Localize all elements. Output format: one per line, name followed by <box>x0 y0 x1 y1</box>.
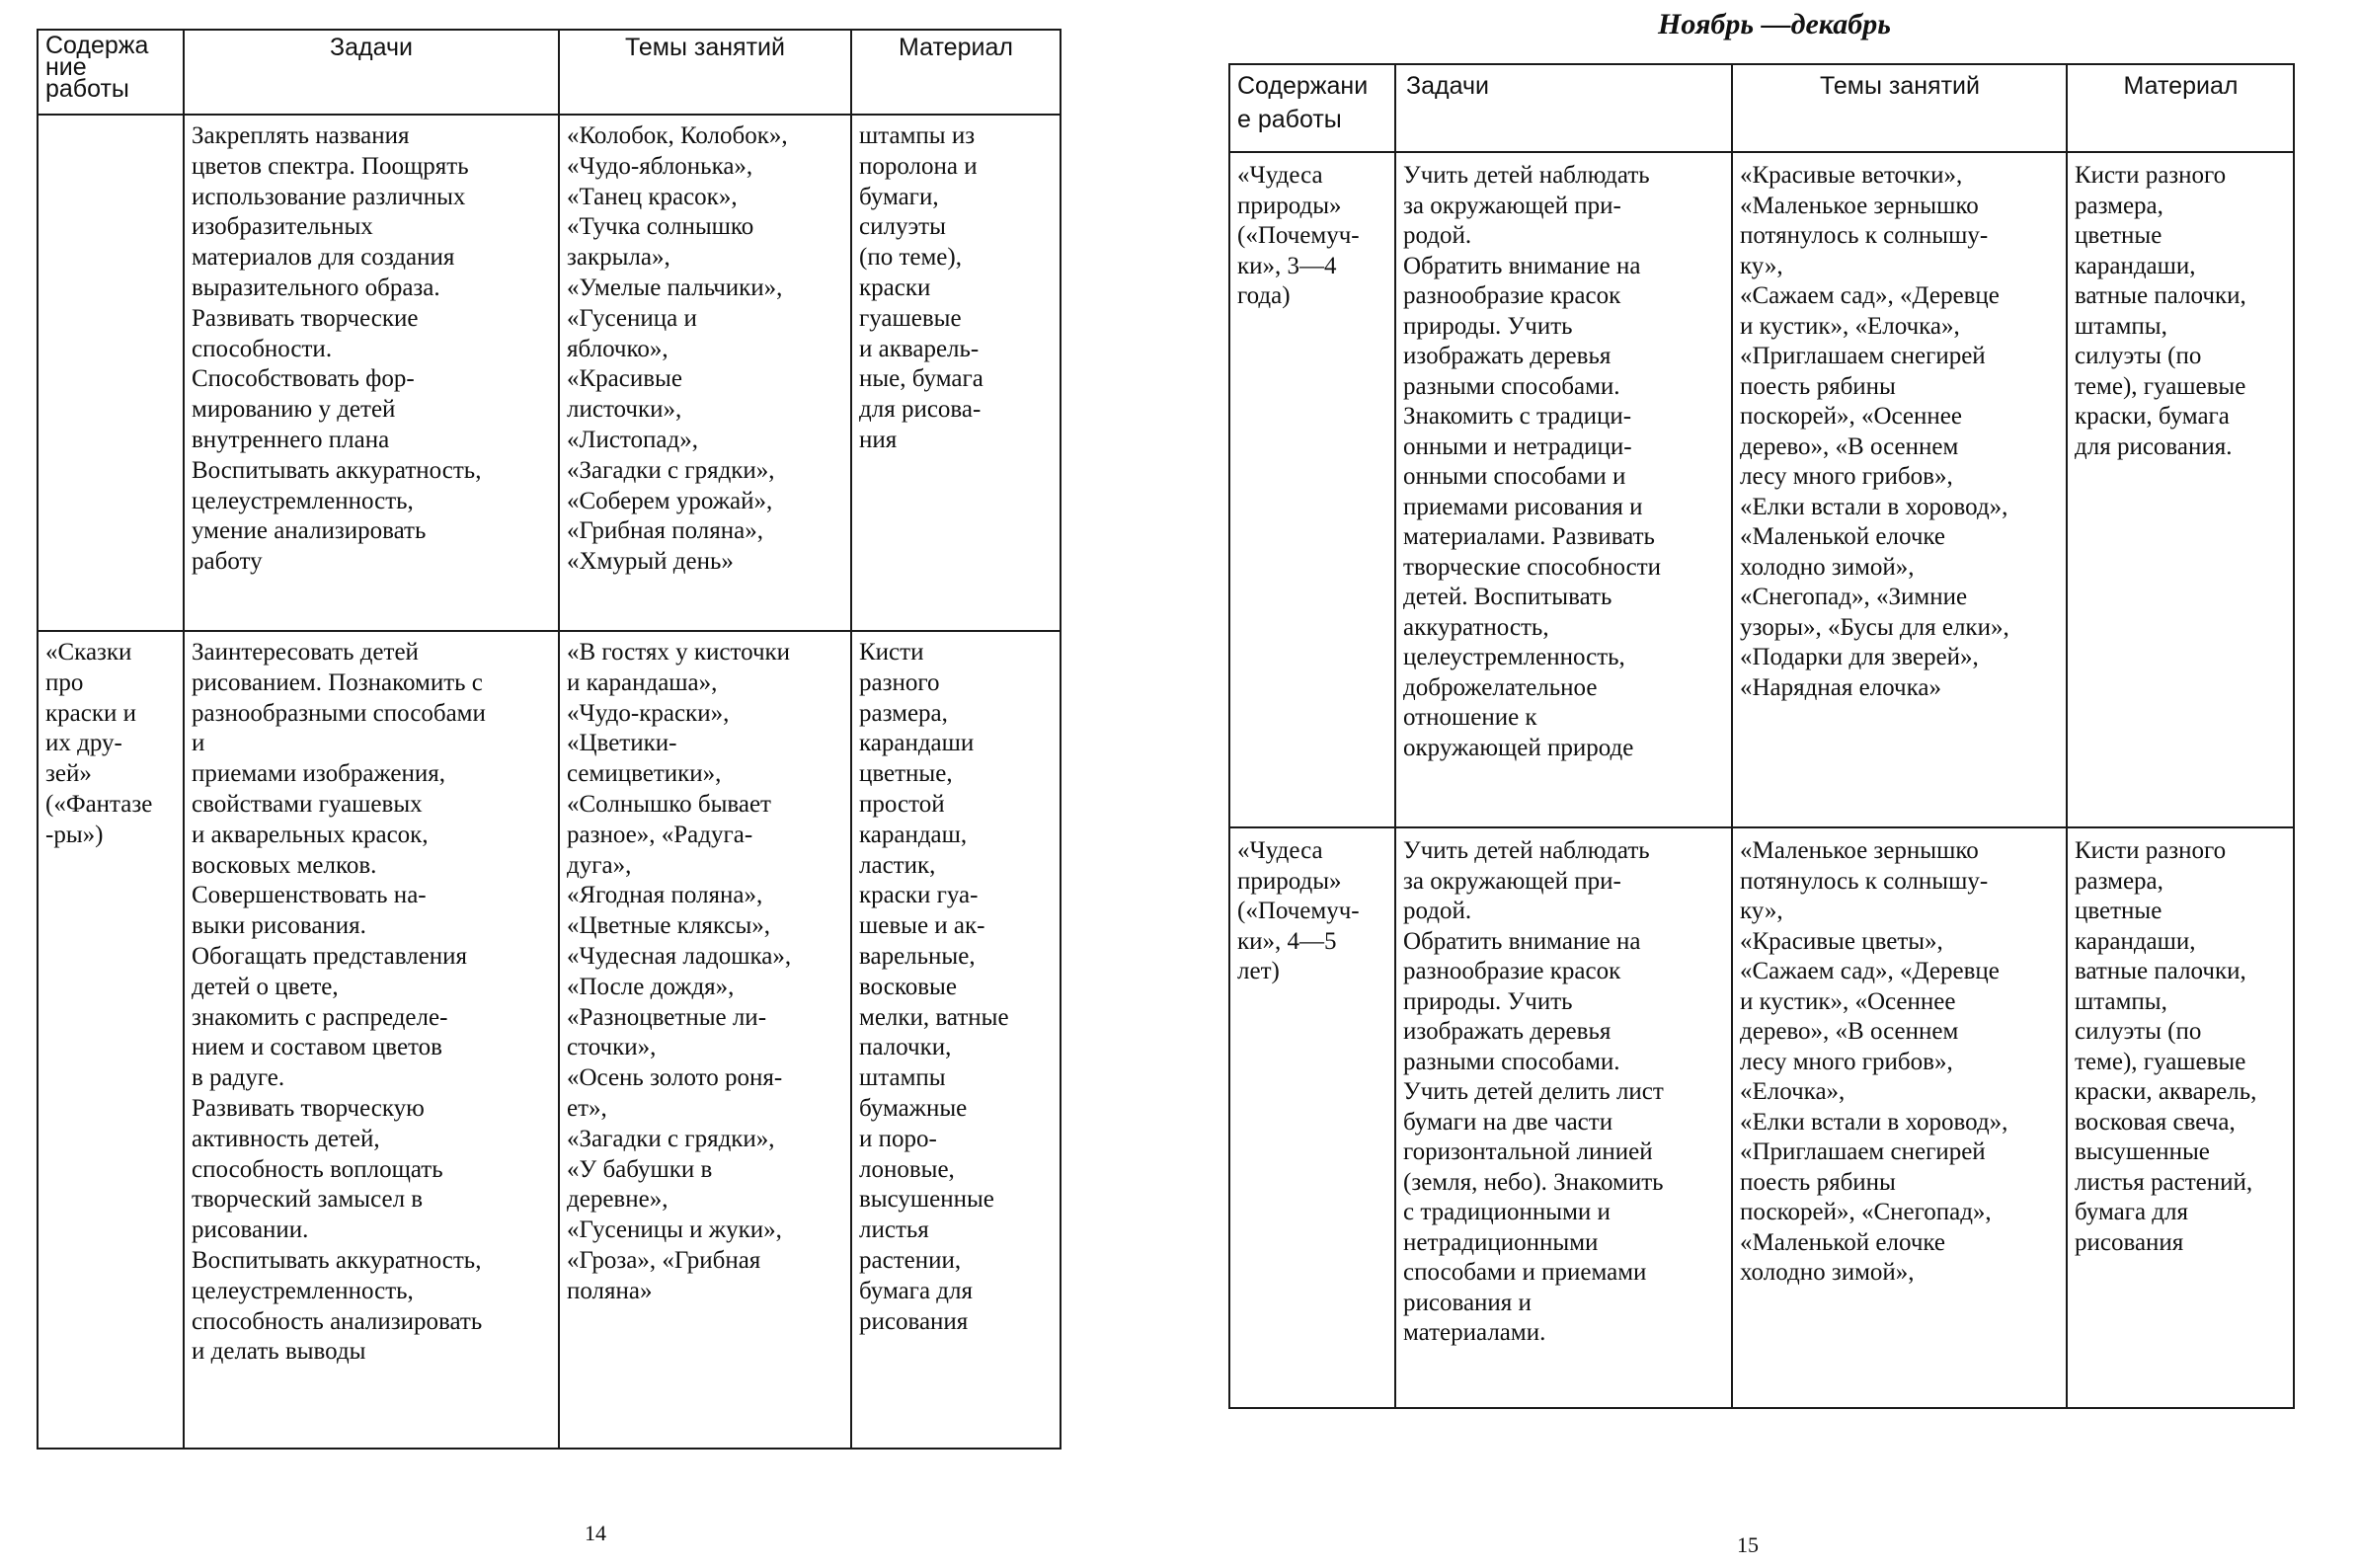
cell-material: Кисти разного размера, цветные карандаши, ватные палочки, штампы, силуэты (по теме), гуашевые краски, акварель, восковая свеча, высушенные листья растений, бумага для рисования <box>2067 827 2294 1408</box>
table-row <box>1229 827 2294 1408</box>
cell-material: Кисти разного размера, цветные карандаши, ватные палочки, штампы, силуэты (по теме), гуашевые краски, бумага для рисования. <box>2067 152 2294 827</box>
header-tasks: Задачи <box>184 30 559 115</box>
header-material: Материал <box>851 30 1061 115</box>
header-topics: Темы занятий <box>559 30 851 115</box>
cell-tasks: Заинтересовать детей рисованием. Познакомить с разнообразными способами и приемами изображения, свойствами гуашевых и акварельных красок, восковых мелков. Совершенствовать на- выки рисования. Обогащать представления детей о цвете, знакомить с распределе- нием и составом цветов в радуге. Развивать творческую активность детей, способность воплощать творческий замысел в рисовании. Воспитывать аккуратность, целеустремленность, способность анализировать и делать выводы <box>184 631 559 1449</box>
cell-content <box>38 115 184 631</box>
cell-tasks: Учить детей наблюдать за окружающей при- родой. Обратить внимание на разнообразие красок природы. Учить изображать деревья разными способами. Знакомить с традици- онными и нетрадици- онными способами и приемами рисования и материалами. Развивать творческие способности детей. Воспитывать аккуратность, целеустремленность, доброжелательное отношение к окружающей природе <box>1395 152 1732 827</box>
table-row <box>38 631 1061 1449</box>
left-lesson-table <box>37 29 1062 1450</box>
cell-content: «Чудеса природы» («Почемуч- ки», 3—4 года) <box>1229 152 1395 827</box>
table-row <box>1229 152 2294 827</box>
page-number: 15 <box>1737 1532 1759 1557</box>
cell-content: «Чудеса природы» («Почемуч- ки», 4—5 лет) <box>1229 827 1395 1408</box>
cell-material: Кисти разного размера, карандаши цветные, простой карандаш, ластик, краски гуа- шевые и ак- варельные, восковые мелки, ватные палочки, штампы бумажные и поро- лоновые, высушенные листья растении, бумага для рисования <box>851 631 1061 1449</box>
header-tasks: Задачи <box>1395 64 1732 152</box>
table-header-row <box>38 30 1061 115</box>
cell-topics: «Колобок, Колобок», «Чудо-яблонька», «Танец красок», «Тучка солнышко закрыла», «Умелые пальчики», «Гусеница и яблочко», «Красивые листочки», «Листопад», «Загадки с грядки», «Соберем урожай», «Грибная поляна», «Хмурый день» <box>559 115 851 631</box>
right-lesson-table <box>1228 63 2295 1409</box>
header-content: Содержа ние работы <box>38 30 184 115</box>
cell-topics: «В гостях у кисточки и карандаша», «Чудо-краски», «Цветики- семицветики», «Солнышко бывает разное», «Радуга- дуга», «Ягодная поляна», «Цветные кляксы», «Чудесная ладошка», «После дождя», «Разноцветные ли- сточки», «Осень золото роня- ет», «Загадки с грядки», «У бабушки в деревне», «Гусеницы и жуки», «Гроза», «Грибная поляна» <box>559 631 851 1449</box>
cell-content: «Сказки про краски и их дру- зей» («Фантазе -ры») <box>38 631 184 1449</box>
cell-material: штампы из поролона и бумаги, силуэты (по теме), краски гуашевые и акварель- ные, бумага для рисова- ния <box>851 115 1061 631</box>
header-content: Содержани е работы <box>1229 64 1395 152</box>
right-page <box>1179 0 2359 1568</box>
cell-tasks: Закреплять названия цветов спектра. Поощрять использование различных изобразительных материалов для создания выразительного образа. Развивать творческие способности. Способствовать фор- мированию у детей внутреннего плана Воспитывать аккуратность, целеустремленность, умение анализировать работу <box>184 115 559 631</box>
left-page <box>0 0 1179 1568</box>
cell-topics: «Маленькое зернышко потянулось к солнышу- ку», «Красивые цветы», «Сажаем сад», «Деревце и кустик», «Осеннее дерево», «В осеннем лесу много грибов», «Елочка», «Елки встали в хоровод», «Приглашаем снегирей поесть рябины поскорей», «Снегопад», «Маленькой елочке холодно зимой», <box>1732 827 2067 1408</box>
cell-topics: «Красивые веточки», «Маленькое зернышко потянулось к солнышу- ку», «Сажаем сад», «Деревце и кустик», «Елочка», «Приглашаем снегирей поесть рябины поскорей», «Осеннее дерево», «В осеннем лесу много грибов», «Елки встали в хоровод», «Маленькой елочке холодно зимой», «Снегопад», «Зимние узоры», «Бусы для елки», «Подарки для зверей», «Нарядная елочка» <box>1732 152 2067 827</box>
table-row <box>38 115 1061 631</box>
header-topics: Темы занятий <box>1732 64 2067 152</box>
table-header-row <box>1229 64 2294 152</box>
cell-tasks: Учить детей наблюдать за окружающей при- родой. Обратить внимание на разнообразие красок природы. Учить изображать деревья разными способами. Учить детей делить лист бумаги на две части горизонтальной линией (земля, небо). Знакомить с традиционными и нетрадиционными способами и приемами рисования и материалами. <box>1395 827 1732 1408</box>
month-title: Ноябрь —декабрь <box>1658 8 1891 40</box>
header-material: Материал <box>2067 64 2294 152</box>
page-number: 14 <box>585 1521 606 1545</box>
